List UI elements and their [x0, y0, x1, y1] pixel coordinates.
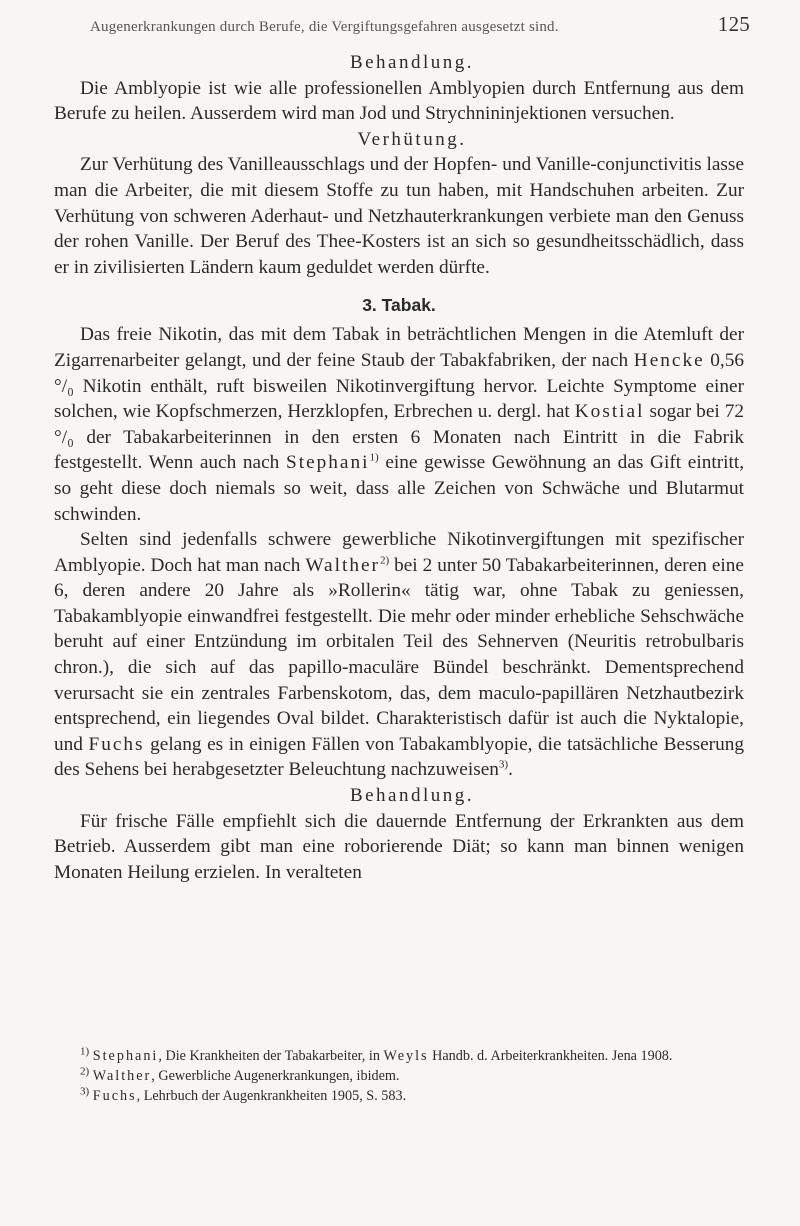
paragraph-behandlung-tabak: Für frische Fälle empfiehlt sich die dauernde Entfernung der Erkrankten aus dem Betrieb. Ausserdem gibt man eine roborierende Diät; so kann man binnen wenigen Monaten Heilung erzielen. In veralteten — [54, 810, 744, 883]
paragraph-amblyopie: Die Amblyopie ist wie alle professionellen Amblyopien durch Entfernung aus dem Berufe zu heilen. Ausserdem wird man Jod und Strychnininjektionen versuchen. — [54, 77, 744, 125]
paragraph-verhuetung: Zur Verhütung des Vanilleausschlags und der Hopfen- und Vanille-conjunctivitis lasse man die Arbeiter, die mit diesem Stoffe zu tun haben, mit Handschuhen arbeiten. Zur Verhütung von schweren Aderhaut- und Netzhauterkrankungen verbiete man den Genuss der rohen Vanille. Der Beruf des Thee-Kosters ist an sich so gesundheitsschädlich, dass er in zivilisierten Ländern kaum geduldet werden dürfte. — [54, 154, 744, 278]
running-header — [90, 12, 750, 37]
paragraph-tabakamblyopie: Selten sind jedenfalls schwere gewerbliche Nikotinvergiftungen mit spezifischer Amblyopie. Doch hat man nach Walther$^{2)}$ bei 2 unter 50 Tabakarbeiterinnen, deren eine 6, deren andere 20 Jahre als »Rollerin« tätig war, ohne Tabak zu geniessen, Tabakamblyopie einwandfrei festgestellt. Die mehr oder minder erhebliche Sehschwäche beruht auf einer Entzündung im orbitalen Teil des Sehnerven (Neuritis retrobulbaris chron.), die sich auf das papillo-maculäre Bündel beschränkt. Dementsprechend verursacht sie ein zentrales Farbenskotom, das, dem maculo-papillären Netzhautbezirk entsprechend, ein liegendes Oval bildet. Charakteristisch dafür ist auch die Nyktalopie, und Fuchs gelang es in einigen Fällen von Tabakamblyopie, die tatsächliche Besserung des Sehens bei herabgesetzter Beleuchtung nachzuweisen$^{3)}$. — [54, 529, 744, 781]
author-name: Kostial — [574, 401, 645, 423]
subheading-behandlung: Behandlung. — [349, 52, 475, 73]
author-name: Hencke — [633, 349, 705, 371]
footnote: $^{3)}$ Fuchs, Lehrbuch der Augenkrankheiten 1905, S. 583. — [80, 1084, 407, 1104]
paragraph-nikotin: Das freie Nikotin, das mit dem Tabak in beträchtlichen Mengen in die Atemluft der Zigarrenarbeiter gelangt, und der feine Staub der Tabakfabriken, der nach Hencke 0,56 °/₀ Nikotin enthält, ruft bisweilen Nikotinvergiftung hervor. Leichte Symptome einer solchen, wie Kopfschmerzen, Herzklopfen, Erbrechen u. dergl. hat Kostial sogar bei 72 °/₀ der Tabakarbeiterinnen in den ersten 6 Monaten nach Eintritt in die Fabrik festgestellt. Wenn auch nach Stephani$^{1)}$ eine gewisse Gewöhnung an das Gift eintritt, so geht diese doch niemals so weit, dass alle Zeichen von Schwäche und Blutarmut schwinden. — [54, 324, 745, 525]
footnote-ref: 1) — [369, 451, 379, 464]
footnote: $^{1)}$ Stephani, Die Krankheiten der Tabakarbeiter, in Weyls Handb. d. Arbeiterkrankheiten. Jena 1908. — [80, 1045, 673, 1064]
page-number: 125 — [717, 12, 750, 36]
main-text — [54, 50, 744, 885]
subheading-behandlung-tabak: Behandlung. — [349, 785, 475, 807]
footnote-ref: 3) — [498, 759, 509, 772]
footnote-ref: 2) — [379, 554, 390, 567]
author-name: Stephani — [286, 452, 370, 474]
footnote: $^{2)}$ Walther, Gewerbliche Augenerkrankungen, ibidem. — [80, 1065, 400, 1084]
author-name: Walther — [305, 554, 380, 576]
author-name: Fuchs — [88, 733, 145, 755]
running-title: Augenerkrankungen durch Berufe, die Vergiftungsgefahren ausgesetzt sind. — [90, 19, 559, 35]
footnotes — [54, 1047, 744, 1106]
subheading-verhuetung: Verhütung. — [357, 128, 467, 150]
section-title-tabak: 3. Tabak. — [362, 295, 436, 316]
